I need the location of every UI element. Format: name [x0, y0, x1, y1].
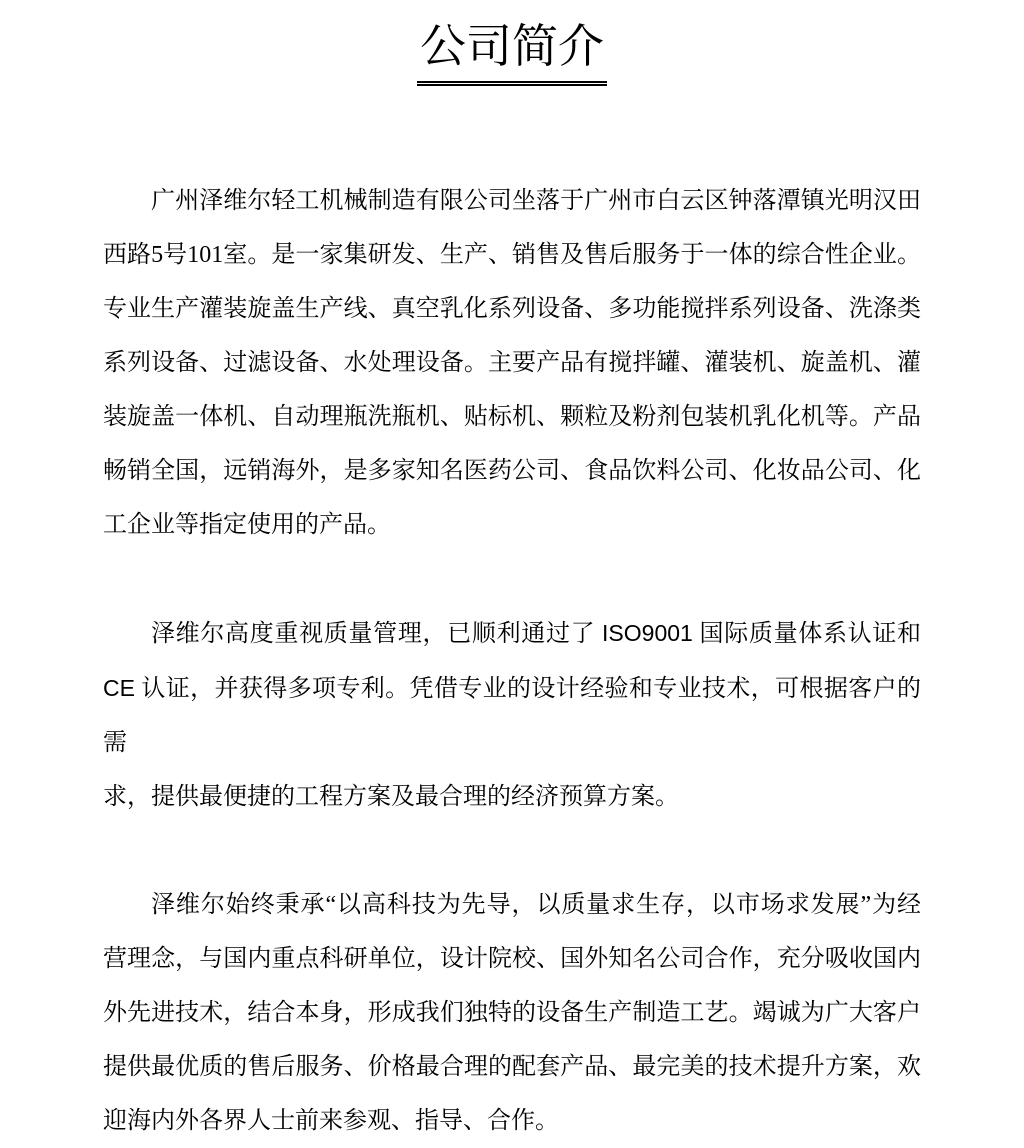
text-line: 工企业等指定使用的产品。 — [103, 512, 391, 538]
text-line: 求，提供最便捷的工程方案及最合理的经济预算方案。 — [103, 784, 679, 810]
text-line: 外先进技术，结合本身，形成我们独特的设备生产制造工艺。竭诚为广大客户 — [103, 1000, 921, 1026]
text-line: 提供最优质的售后服务、价格最合理的配套产品、最完美的技术提升方案，欢 — [103, 1054, 921, 1080]
text-line: 畅销全国，远销海外，是多家知名医药公司、食品饮料公司、化妆品公司、化 — [103, 458, 921, 484]
text-line: CE 认证，并获得多项专利。凭借专业的设计经验和专业技术，可根据客户的需 — [103, 675, 921, 756]
text-line: 系列设备、过滤设备、水处理设备。主要产品有搅拌罐、灌装机、旋盖机、灌 — [103, 350, 921, 376]
text-line: 广州泽维尔轻工机械制造有限公司坐落于广州市白云区钟落潭镇光明汉田 — [151, 188, 921, 214]
document-body — [103, 174, 921, 1148]
text-line: 专业生产灌装旋盖生产线、真空乳化系列设备、多功能搅拌系列设备、洗涤类 — [103, 296, 921, 322]
paragraph-quality-certifications — [103, 606, 921, 824]
title-row — [0, 16, 1024, 86]
paragraph-company-overview — [103, 174, 921, 552]
text-line: 泽维尔高度重视质量管理，已顺利通过了 ISO9001 国际质量体系认证和 — [151, 620, 921, 647]
document-title: 公司简介 — [417, 16, 607, 86]
text-line: 营理念，与国内重点科研单位，设计院校、国外知名公司合作，充分吸收国内 — [103, 946, 921, 972]
text-line: 西路5号101室。是一家集研发、生产、销售及售后服务于一体的综合性企业。 — [103, 242, 921, 268]
paragraph-business-philosophy — [103, 878, 921, 1148]
text-line: 装旋盖一体机、自动理瓶洗瓶机、贴标机、颗粒及粉剂包装机乳化机等。产品 — [103, 404, 921, 430]
text-line: 泽维尔始终秉承“以高科技为先导，以质量求生存，以市场求发展”为经 — [151, 892, 921, 918]
text-line: 迎海内外各界人士前来参观、指导、合作。 — [103, 1108, 559, 1134]
